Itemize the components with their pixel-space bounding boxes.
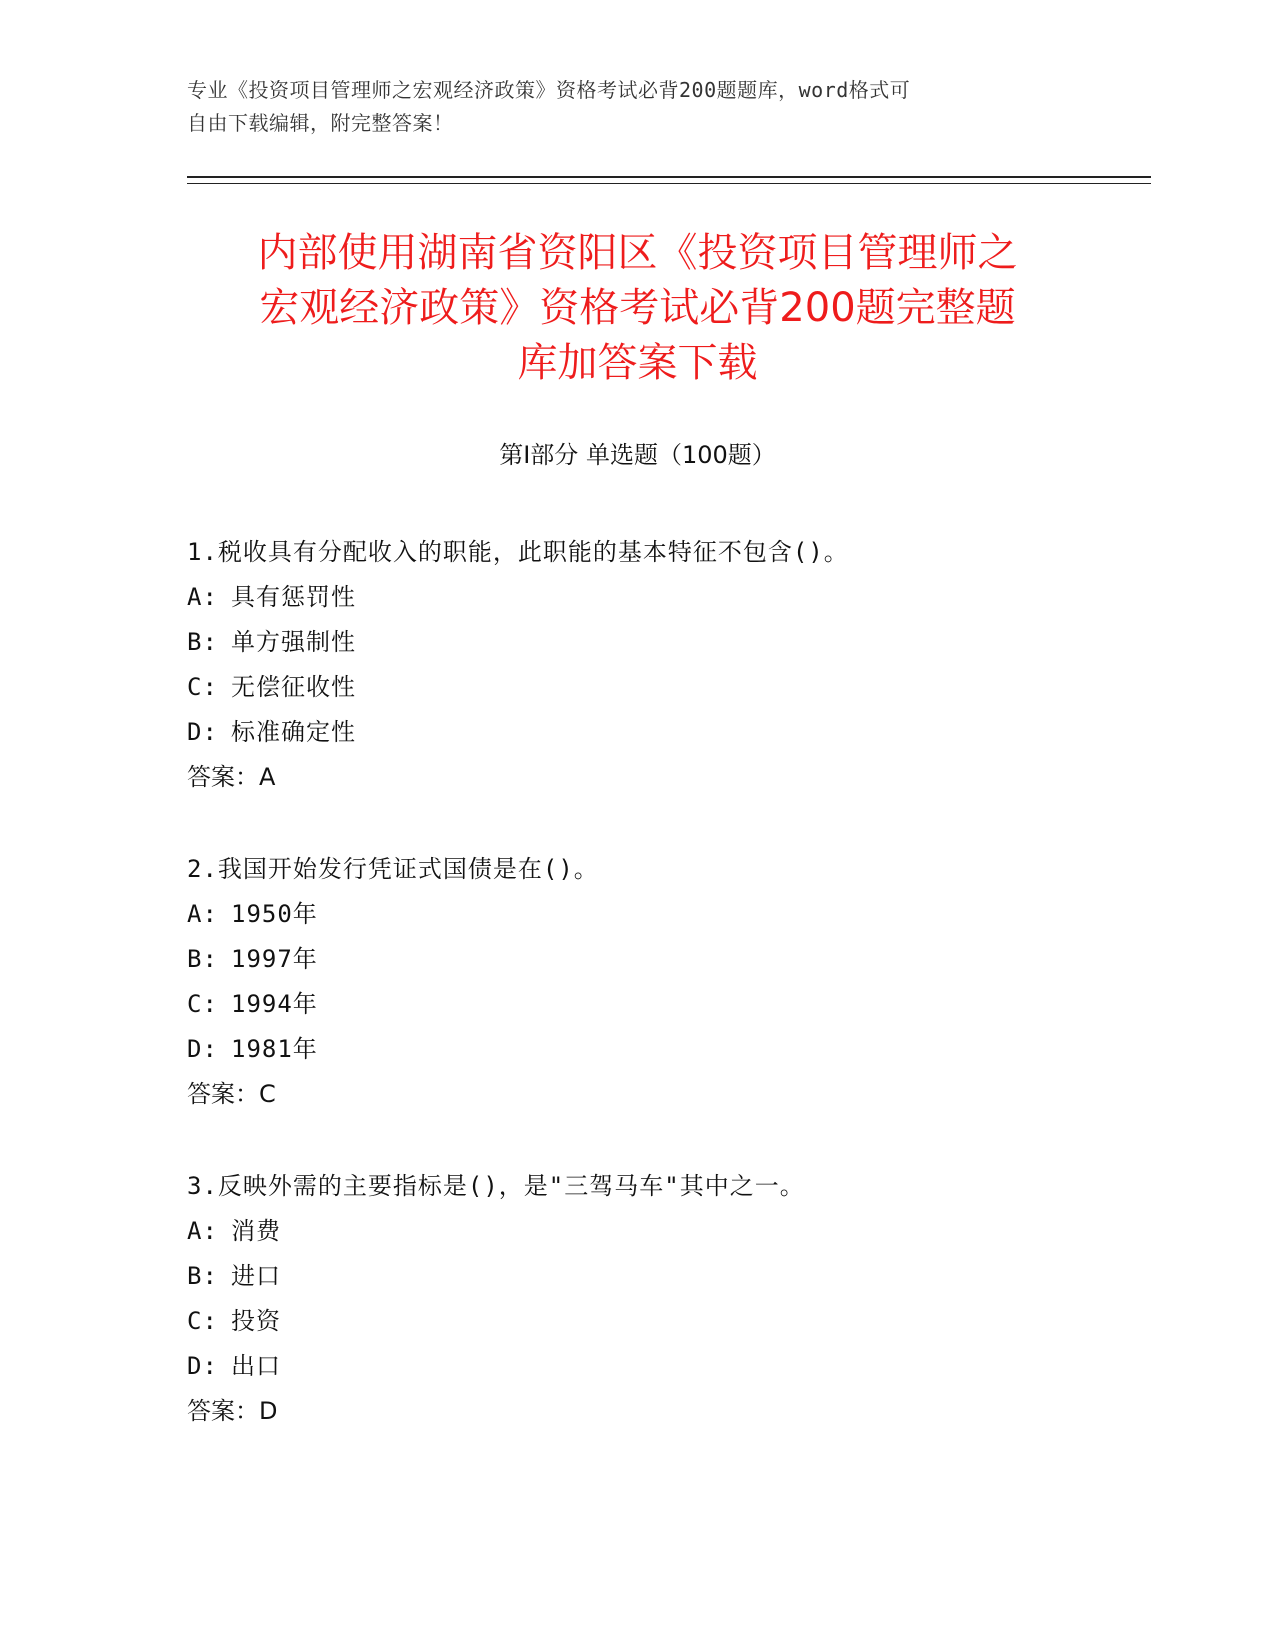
question-item [187, 530, 1137, 800]
option-letter: D: [187, 1035, 218, 1063]
option-letter: C: [187, 990, 218, 1018]
option-text: 标准确定性 [231, 718, 356, 746]
section-heading: 第Ⅰ部分 单选题（100题） [499, 441, 776, 469]
option-letter: A: [187, 1217, 218, 1245]
option-a [187, 1209, 1137, 1254]
option-text: 消费 [231, 1217, 281, 1245]
option-d [187, 710, 1137, 755]
option-letter: A: [187, 900, 218, 928]
option-letter: C: [187, 1307, 218, 1335]
option-b [187, 620, 1137, 665]
option-c [187, 982, 1137, 1027]
option-letter: B: [187, 628, 218, 656]
question-stem: 3.反映外需的主要指标是()，是"三驾马车"其中之一。 [187, 1172, 805, 1200]
option-text: 出口 [231, 1352, 281, 1380]
document-title-line-3: 库加答案下载 [517, 340, 758, 386]
option-letter: D: [187, 1352, 218, 1380]
option-letter: B: [187, 945, 218, 973]
question-stem: 2.我国开始发行凭证式国债是在()。 [187, 855, 599, 883]
option-text: 1994年 [231, 990, 318, 1018]
question-item [187, 1164, 1137, 1434]
option-text: 1997年 [231, 945, 318, 973]
question-list [187, 530, 1137, 1481]
option-a [187, 575, 1137, 620]
document-title-line-1: 内部使用湖南省资阳区《投资项目管理师之 [257, 230, 1018, 276]
option-letter: B: [187, 1262, 218, 1290]
option-text: 1981年 [231, 1035, 318, 1063]
header-divider-thick [187, 176, 1151, 178]
option-text: 投资 [231, 1307, 281, 1335]
option-letter: D: [187, 718, 218, 746]
option-letter: C: [187, 673, 218, 701]
question-stem: 1.税收具有分配收入的职能，此职能的基本特征不包含()。 [187, 538, 849, 566]
option-c [187, 1299, 1137, 1344]
option-text: 具有惩罚性 [231, 583, 356, 611]
header-divider-thin [187, 183, 1151, 184]
answer: 答案：A [187, 763, 276, 791]
option-c [187, 665, 1137, 710]
option-a [187, 892, 1137, 937]
option-letter: A: [187, 583, 218, 611]
answer: 答案：D [187, 1397, 278, 1425]
header-note-line-1: 专业《投资项目管理师之宏观经济政策》资格考试必背200题题库，word格式可 [187, 78, 911, 102]
header-note [187, 74, 1067, 140]
option-text: 进口 [231, 1262, 281, 1290]
option-text: 无偿征收性 [231, 673, 356, 701]
question-item [187, 847, 1137, 1117]
option-text: 1950年 [231, 900, 318, 928]
document-title [180, 226, 1095, 391]
option-d [187, 1027, 1137, 1072]
answer: 答案：C [187, 1080, 276, 1108]
option-text: 单方强制性 [231, 628, 356, 656]
option-b [187, 937, 1137, 982]
option-d [187, 1344, 1137, 1389]
option-b [187, 1254, 1137, 1299]
header-note-line-2: 自由下载编辑，附完整答案！ [187, 111, 454, 135]
document-title-line-2: 宏观经济政策》资格考试必背200题完整题 [259, 285, 1016, 331]
